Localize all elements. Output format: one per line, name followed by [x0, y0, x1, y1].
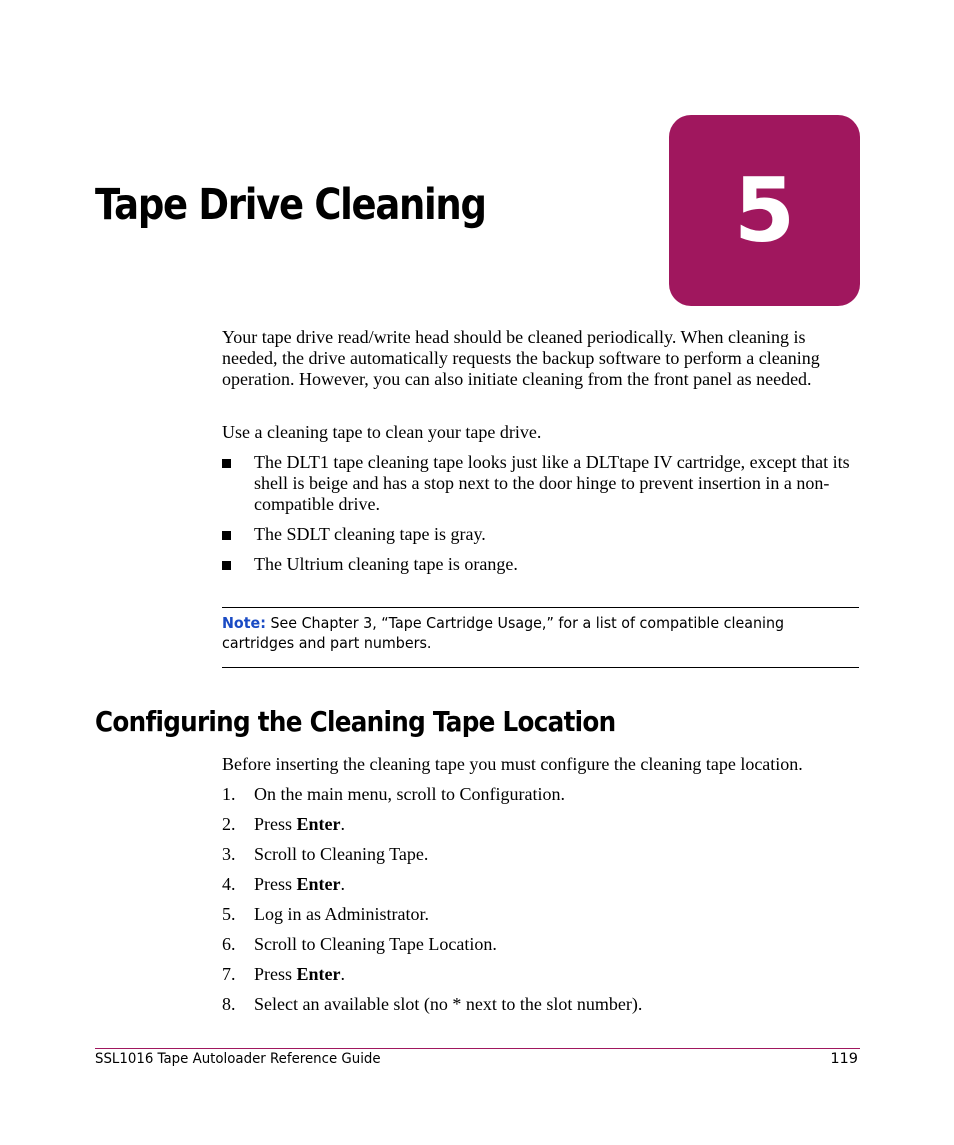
step-text: [254, 814, 345, 835]
step-number: 1.: [222, 784, 236, 804]
intro-paragraph: Your tape drive read/write head should be cleaned periodically. When cleaning is needed, the drive automatically requests the backup software to perform a cleaning operation. However, you can also initiate cleaning from the front panel as needed.: [222, 327, 820, 389]
step-text: Scroll to Cleaning Tape Location.: [254, 934, 497, 954]
step-number: 2.: [222, 814, 236, 834]
step-number: 5.: [222, 904, 236, 924]
step-text-before: Press: [254, 814, 297, 834]
step-keyword: Enter: [296, 964, 341, 984]
step-text: Log in as Administrator.: [254, 904, 429, 924]
note-top-rule: [222, 607, 859, 608]
step-text-before: Press: [254, 964, 297, 984]
step-text-before: Press: [254, 874, 297, 894]
step-number: 6.: [222, 934, 236, 954]
footer-page-number: 119: [830, 1051, 858, 1067]
note-label: Note:: [222, 614, 266, 632]
note-box: [222, 613, 792, 653]
footer-rule: [95, 1048, 860, 1049]
step-number: 8.: [222, 994, 236, 1014]
step-keyword: Enter: [296, 814, 341, 834]
step-text-after: .: [340, 874, 346, 894]
note-text: See Chapter 3, “Tape Cartridge Usage,” for a list of compatible cleaning cartridges and part numbers.: [222, 614, 785, 652]
intro-paragraph-2: Use a cleaning tape to clean your tape drive.: [222, 422, 542, 442]
step-number: 3.: [222, 844, 236, 864]
bullet-square-icon: [222, 561, 231, 570]
step-number: 4.: [222, 874, 236, 894]
note-bottom-rule: [222, 667, 859, 668]
bullet-square-icon: [222, 531, 231, 540]
footer-guide-title: SSL1016 Tape Autoloader Reference Guide: [95, 1051, 381, 1067]
step-text-after: .: [340, 964, 346, 984]
step-text: Select an available slot (no * next to the slot number).: [254, 994, 643, 1014]
step-keyword: Enter: [296, 874, 341, 894]
section-intro: Before inserting the cleaning tape you must configure the cleaning tape location.: [222, 754, 803, 774]
bullet-square-icon: [222, 459, 231, 468]
chapter-number: 5: [733, 159, 796, 262]
list-item-text: The SDLT cleaning tape is gray.: [254, 524, 486, 544]
list-item-text: The DLT1 tape cleaning tape looks just like a DLTtape IV cartridge, except that its shell is beige and has a stop next to the door hinge to prevent insertion in a non-compatible drive.: [254, 452, 850, 514]
step-number: 7.: [222, 964, 236, 984]
step-text: On the main menu, scroll to Configuration.: [254, 784, 565, 804]
step-text: [254, 874, 345, 895]
step-text-after: .: [340, 814, 346, 834]
chapter-title: Tape Drive Cleaning: [95, 180, 486, 230]
list-item-text: The Ultrium cleaning tape is orange.: [254, 554, 518, 574]
section-title: Configuring the Cleaning Tape Location: [95, 705, 616, 738]
chapter-number-tab: [669, 115, 860, 306]
step-text: [254, 964, 345, 985]
step-text: Scroll to Cleaning Tape.: [254, 844, 429, 864]
